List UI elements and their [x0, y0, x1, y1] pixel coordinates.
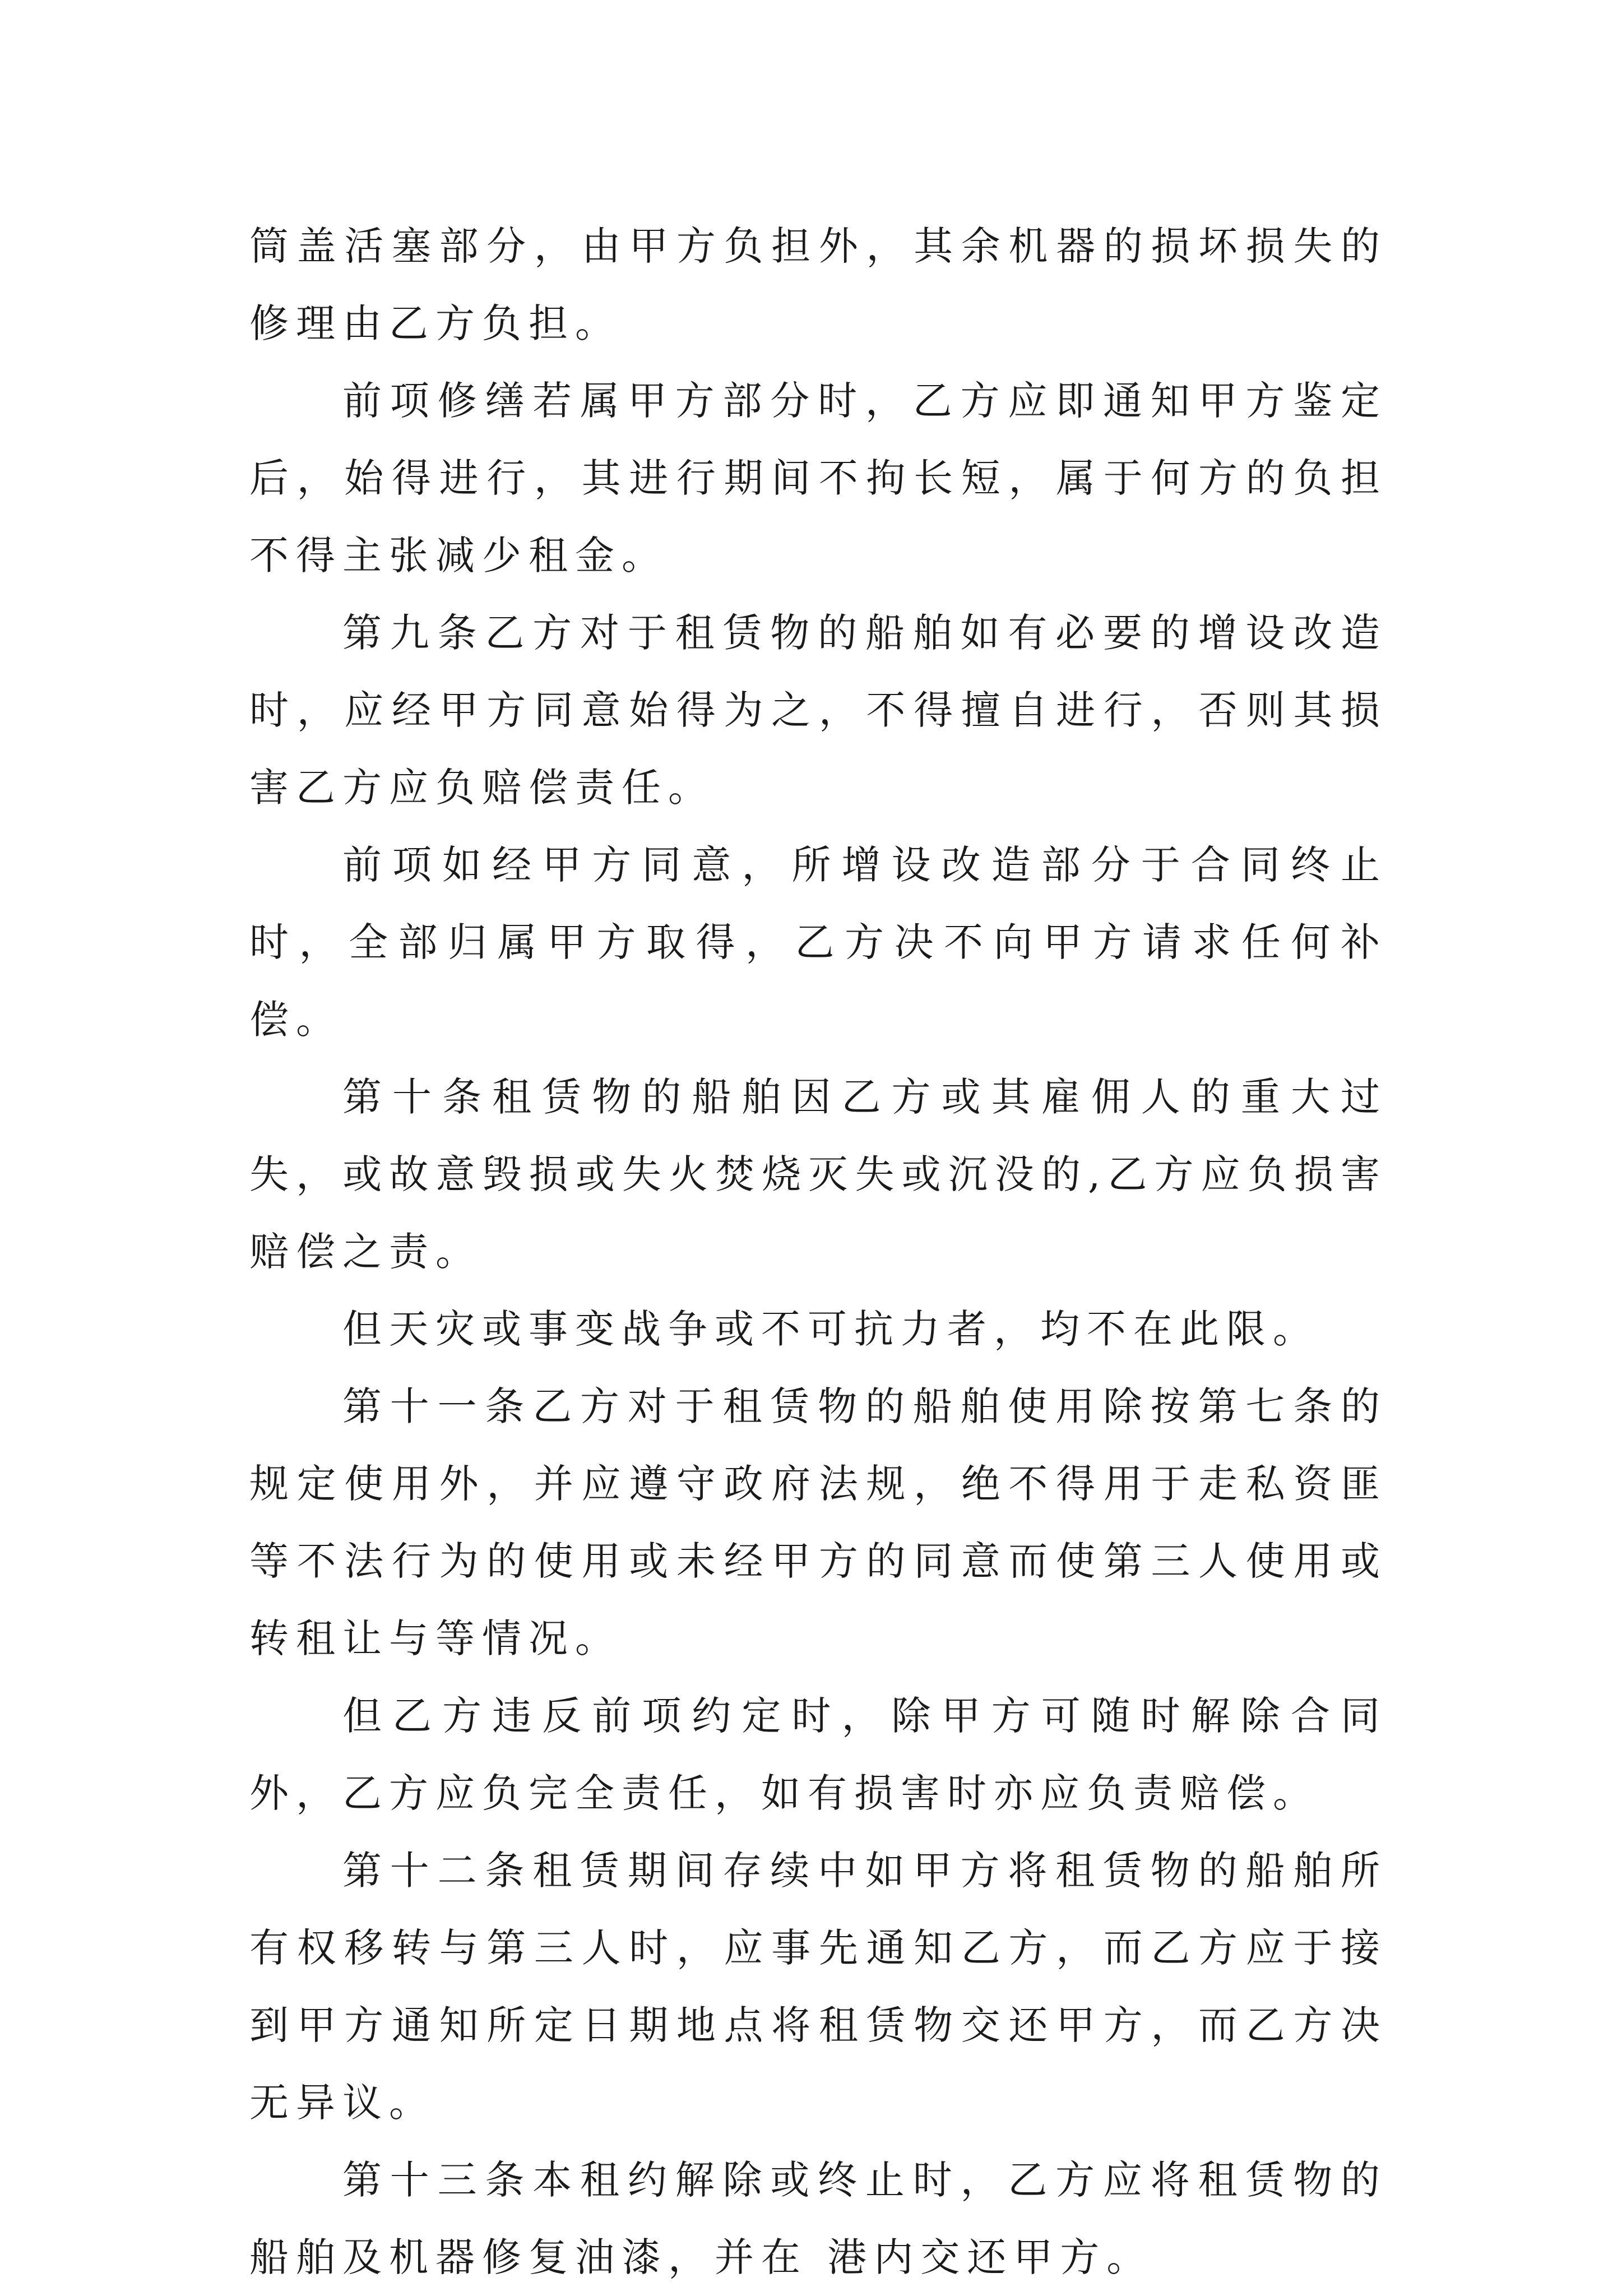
paragraph-2: 前项修缮若属甲方部分时，乙方应即通知甲方鉴定后，始得进行，其进行期间不拘长短，属于何方的负担不得主张减少租金。: [249, 378, 1387, 578]
paragraph-6: 但天灾或事变战争或不可抗力者，均不在此限。: [342, 1306, 1319, 1352]
paragraph-5: 第十条租赁物的船舶因乙方或其雇佣人的重大过失，或故意毁损或失火焚烧灭失或沉没的,乙方应负损害赔偿之责。: [249, 1074, 1387, 1275]
paragraph-8: 但乙方违反前项约定时，除甲方可随时解除合同外，乙方应负完全责任，如有损害时亦应负责赔偿。: [249, 1693, 1387, 1816]
paragraph-7: 第十一条乙方对于租赁物的船舶使用除按第七条的规定使用外，并应遵守政府法规，绝不得用于走私资匪等不法行为的使用或未经甲方的同意而使第三人使用或转租让与等情况。: [249, 1383, 1387, 1661]
paragraph-10: 第十三条本租约解除或终止时，乙方应将租赁物的船舶及机器修复油漆，并在 港内交还甲方。: [249, 2157, 1387, 2280]
paragraph-9: 第十二条租赁期间存续中如甲方将租赁物的船舶所有权移转与第三人时，应事先通知乙方，而乙方应于接到甲方通知所定日期地点将租赁物交还甲方，而乙方决无异议。: [249, 1848, 1387, 2126]
document-body: [249, 207, 1387, 2296]
paragraph-4: 前项如经甲方同意，所增设改造部分于合同终止时，全部归属甲方取得，乙方决不向甲方请求任何补偿。: [249, 842, 1387, 1043]
paragraph-1: 筒盖活塞部分，由甲方负担外，其余机器的损坏损失的修理由乙方负担。: [249, 223, 1387, 346]
paragraph-3: 第九条乙方对于租赁物的船舶如有必要的增设改造时，应经甲方同意始得为之，不得擅自进行，否则其损害乙方应负赔偿责任。: [249, 610, 1387, 811]
